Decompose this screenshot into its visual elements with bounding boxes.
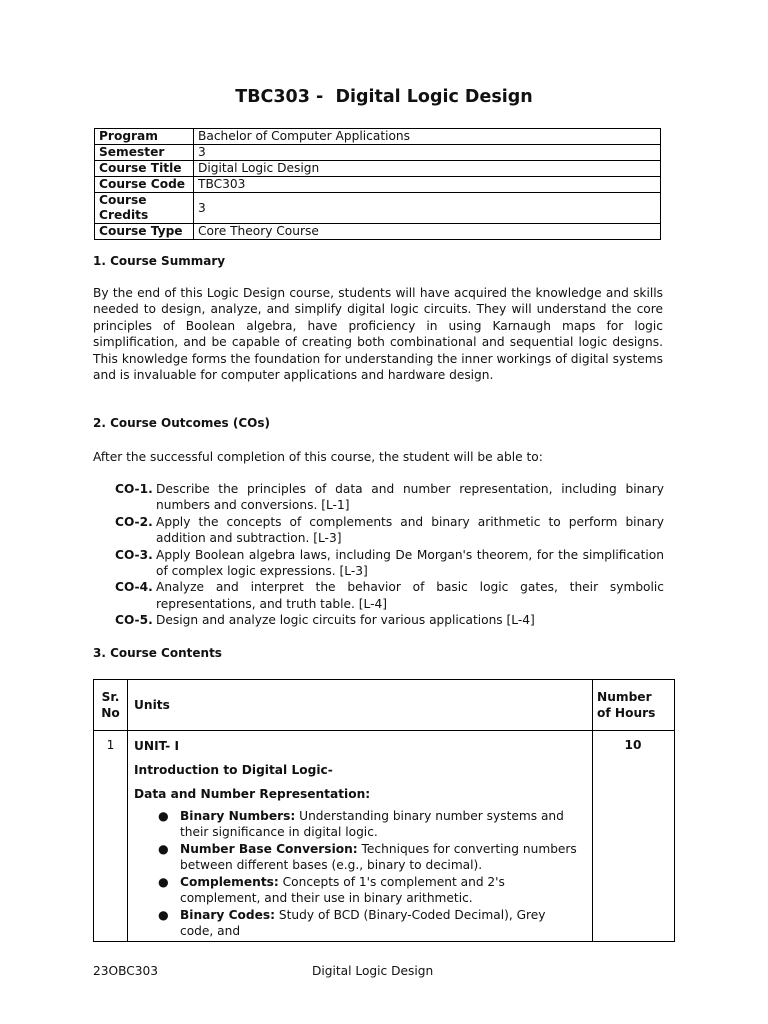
co-text: Describe the principles of data and number representation, including binary numbers and conversions. [L-1] — [156, 482, 664, 513]
table-row — [95, 177, 661, 193]
summary-text: By the end of this Logic Design course, students will have acquired the knowledge and skills needed to design, analyze, and simplify digital logic circuits. They will understand the core principles of Boolean algebra, have proficiency in using Karnaugh maps for logic simplification, and be capable of creating both combinational and sequential logic designs. This knowledge forms the foundation for understanding the inner workings of digital systems and is invaluable for computer applications and hardware design. — [93, 286, 663, 383]
topic-term: Binary Numbers: — [180, 809, 296, 823]
co-code: CO-2. — [115, 514, 153, 529]
list-item — [115, 612, 664, 628]
info-key: Program — [95, 129, 194, 145]
contents-heading: 3. Course Contents — [93, 646, 222, 660]
summary-heading: 1. Course Summary — [93, 254, 226, 268]
table-row — [95, 161, 661, 177]
row-hours: 10 — [593, 731, 675, 942]
topic-desc: Understanding binary number systems and their significance in digital logic. — [180, 809, 564, 839]
co-code: CO-4. — [115, 580, 153, 595]
topic-desc: Study of BCD (Binary-Coded Decimal), Grey code, and — [180, 908, 546, 938]
info-value: 3 — [194, 145, 661, 161]
col-header-sr-line: Sr. — [101, 690, 120, 704]
table-row — [95, 145, 661, 161]
col-header-units: Units — [128, 680, 593, 731]
course-info-table — [94, 128, 661, 240]
list-item — [115, 547, 664, 580]
co-text: Design and analyze logic circuits for various applications [L-4] — [156, 613, 535, 628]
bullet-icon: ● — [158, 809, 169, 823]
outcomes-intro: After the successful completion of this course, the student will be able to: — [93, 450, 543, 464]
co-text: Apply the concepts of complements and binary arithmetic to perform binary addition and subtraction. [L-3] — [156, 514, 664, 546]
unit-subheading: Data and Number Representation: — [134, 787, 371, 801]
info-key: Semester — [95, 145, 194, 161]
topic-list — [134, 808, 580, 939]
list-item — [115, 579, 664, 612]
footer-title: Digital Logic Design — [312, 964, 434, 978]
table-row — [94, 731, 675, 942]
list-item — [158, 874, 580, 906]
table-row — [95, 129, 661, 145]
co-text: Analyze and interpret the behavior of basic logic gates, their symbolic representations, and truth table. [L-4] — [156, 580, 664, 611]
topic-term: Binary Codes: — [180, 908, 276, 922]
info-value: TBC303 — [194, 177, 661, 193]
list-item — [115, 481, 664, 514]
unit-intro: Introduction to Digital Logic- — [134, 763, 333, 777]
info-key: Course Title — [95, 161, 194, 177]
col-header-hours-line: of Hours — [597, 706, 656, 720]
outcomes-list — [115, 481, 664, 629]
co-code: CO-3. — [115, 547, 153, 562]
bullet-icon: ● — [158, 875, 169, 889]
row-sr: 1 — [94, 731, 128, 942]
topic-desc: Concepts of 1's complement and 2's complement, and their use in binary arithmetic. — [180, 875, 505, 905]
list-item — [158, 808, 580, 840]
page-title: TBC303 - Digital Logic Design — [235, 87, 533, 107]
bullet-icon: ● — [158, 908, 169, 922]
topic-term: Complements: — [180, 875, 279, 889]
bullet-icon: ● — [158, 842, 169, 856]
outcomes-heading: 2. Course Outcomes (COs) — [93, 416, 270, 430]
col-header-hours-line: Number — [597, 690, 652, 704]
list-item — [158, 907, 580, 939]
topic-desc: Techniques for converting numbers between different bases (e.g., binary to decimal). — [180, 842, 577, 872]
info-value: Digital Logic Design — [194, 161, 661, 177]
co-text: Apply Boolean algebra laws, including De Morgan's theorem, for the simplification of complex logic expressions. [L-3] — [156, 547, 664, 579]
co-code: CO-5. — [115, 613, 153, 628]
info-key: Course Type — [95, 224, 194, 240]
unit-cell — [128, 731, 593, 942]
list-item — [115, 514, 664, 547]
info-key: Course Credits — [95, 193, 194, 224]
course-contents-table — [93, 679, 675, 942]
topic-term: Number Base Conversion: — [180, 842, 358, 856]
co-code: CO-1. — [115, 482, 153, 496]
info-value: 3 — [194, 193, 661, 224]
info-value: Core Theory Course — [194, 224, 661, 240]
unit-label: UNIT- I — [134, 739, 179, 753]
footer-course-code: 23OBC303 — [93, 964, 159, 978]
info-value: Bachelor of Computer Applications — [194, 129, 661, 145]
list-item — [158, 841, 580, 873]
table-row — [95, 193, 661, 224]
info-key: Course Code — [95, 177, 194, 193]
table-header-row — [94, 680, 675, 731]
col-header-sr-line: No — [101, 706, 120, 720]
col-header-sr — [94, 680, 128, 731]
table-row — [95, 224, 661, 240]
col-header-hours — [593, 680, 675, 731]
